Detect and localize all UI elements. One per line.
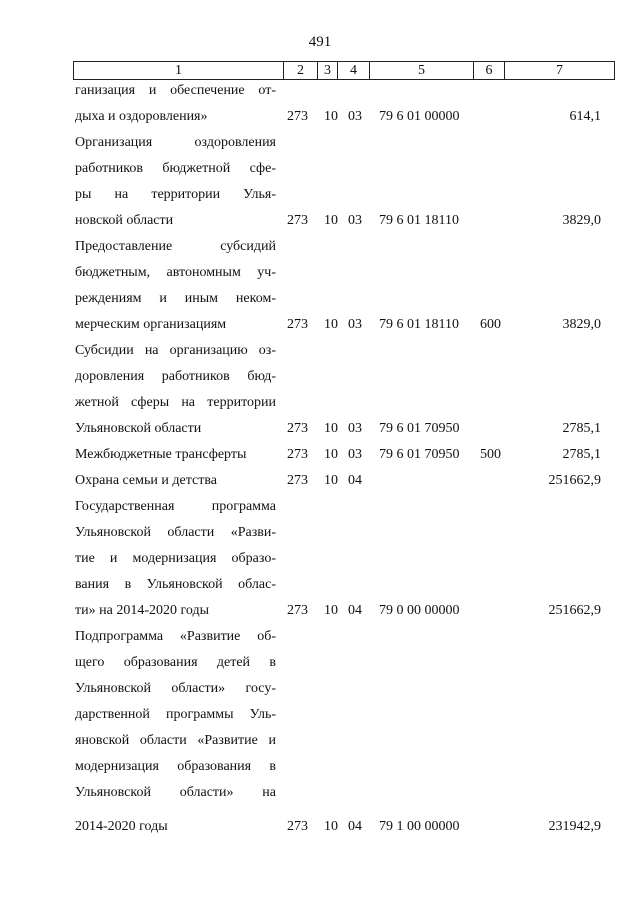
row-description: ры на территории Улья- <box>75 187 276 202</box>
row-description: мерческим организациям <box>75 317 227 332</box>
table-row <box>75 286 615 312</box>
row-code-subsection: 04 <box>348 473 362 488</box>
table-row <box>75 676 615 702</box>
table-row <box>75 754 615 780</box>
row-amount: 231942,9 <box>548 819 601 834</box>
row-description: доровления работников бюд- <box>75 369 276 384</box>
table-row <box>75 182 615 208</box>
row-code-section: 10 <box>324 213 338 228</box>
table-row <box>75 208 615 234</box>
row-amount: 2785,1 <box>562 421 601 436</box>
table-row <box>75 546 615 572</box>
table-row <box>75 468 615 494</box>
row-expense-type: 600 <box>480 317 501 332</box>
row-code-section: 10 <box>324 109 338 124</box>
row-code-subsection: 03 <box>348 109 362 124</box>
row-code-subsection: 04 <box>348 603 362 618</box>
row-code-ministry: 273 <box>287 317 308 332</box>
row-target-article: 79 6 01 18110 <box>379 317 459 332</box>
row-target-article: 79 6 01 70950 <box>379 421 460 436</box>
table-row <box>75 260 615 286</box>
row-amount: 251662,9 <box>548 473 601 488</box>
header-col-5: 5 <box>370 62 474 79</box>
row-code-ministry: 273 <box>287 473 308 488</box>
row-description: жетной сферы на территории <box>75 395 276 410</box>
table-row <box>75 728 615 754</box>
table-row <box>75 520 615 546</box>
row-amount: 3829,0 <box>562 213 601 228</box>
table-row <box>75 78 615 104</box>
row-code-ministry: 273 <box>287 213 308 228</box>
row-code-ministry: 273 <box>287 819 308 834</box>
table-row <box>75 390 615 416</box>
table-row <box>75 338 615 364</box>
row-description: модернизация образования в <box>75 759 276 774</box>
table-row <box>75 364 615 390</box>
table-row <box>75 650 615 676</box>
row-target-article: 79 6 01 70950 <box>379 447 460 462</box>
row-target-article: 79 0 00 00000 <box>379 603 460 618</box>
table-row <box>75 442 615 468</box>
row-description: работников бюджетной сфе- <box>75 161 276 176</box>
row-description: реждениям и иным неком- <box>75 291 276 306</box>
row-code-subsection: 04 <box>348 819 362 834</box>
table-row <box>75 494 615 520</box>
table-row <box>75 572 615 598</box>
table-row <box>75 234 615 260</box>
row-description: Государственная программа <box>75 499 276 514</box>
row-code-section: 10 <box>324 317 338 332</box>
row-code-ministry: 273 <box>287 109 308 124</box>
row-description: Ульяновской области» на <box>75 785 276 800</box>
row-description: Предоставление субсидий <box>75 239 276 254</box>
table-row <box>75 702 615 728</box>
row-description: Организация оздоровления <box>75 135 276 150</box>
row-description: Ульяновской области «Разви- <box>75 525 276 540</box>
row-amount: 614,1 <box>569 109 601 124</box>
row-description: бюджетным, автономным уч- <box>75 265 276 280</box>
page-number: 491 <box>308 34 332 50</box>
row-target-article: 79 6 01 18110 <box>379 213 459 228</box>
table-row <box>75 814 615 840</box>
header-col-3: 3 <box>318 62 338 79</box>
row-description: Ульяновской области <box>75 421 202 436</box>
row-code-ministry: 273 <box>287 421 308 436</box>
row-code-subsection: 03 <box>348 213 362 228</box>
row-description: тие и модернизация образо- <box>75 551 276 566</box>
header-col-6: 6 <box>474 62 505 79</box>
row-amount: 2785,1 <box>562 447 601 462</box>
table-row <box>75 156 615 182</box>
row-code-section: 10 <box>324 421 338 436</box>
header-col-7: 7 <box>505 62 615 79</box>
row-description: дарственной программы Уль- <box>75 707 276 722</box>
row-code-subsection: 03 <box>348 447 362 462</box>
row-description: Межбюджетные трансферты <box>75 447 247 462</box>
row-description: ти» на 2014-2020 годы <box>75 603 209 618</box>
row-description: 2014-2020 годы <box>75 819 168 834</box>
row-description: Ульяновской области» госу- <box>75 681 276 696</box>
table-row <box>75 312 615 338</box>
row-description: ганизация и обеспечение от- <box>75 83 276 98</box>
row-description: дыха и оздоровления» <box>75 109 208 124</box>
row-code-ministry: 273 <box>287 447 308 462</box>
row-description: Охрана семьи и детства <box>75 473 217 488</box>
row-amount: 3829,0 <box>562 317 601 332</box>
row-amount: 251662,9 <box>548 603 601 618</box>
header-col-1: 1 <box>74 62 284 79</box>
table-row <box>75 598 615 624</box>
row-description: щего образования детей в <box>75 655 276 670</box>
row-target-article: 79 1 00 00000 <box>379 819 460 834</box>
row-code-section: 10 <box>324 473 338 488</box>
row-target-article: 79 6 01 00000 <box>379 109 460 124</box>
row-code-subsection: 03 <box>348 317 362 332</box>
table-row <box>75 416 615 442</box>
row-code-subsection: 03 <box>348 421 362 436</box>
row-description: Субсидии на организацию оз- <box>75 343 276 358</box>
row-description: вания в Ульяновской облас- <box>75 577 276 592</box>
table-row <box>75 130 615 156</box>
row-expense-type: 500 <box>480 447 501 462</box>
row-description: Подпрограмма «Развитие об- <box>75 629 276 644</box>
table-row <box>75 104 615 130</box>
row-code-ministry: 273 <box>287 603 308 618</box>
row-code-section: 10 <box>324 819 338 834</box>
table-row <box>75 780 615 806</box>
row-code-section: 10 <box>324 603 338 618</box>
row-description: новской области <box>75 213 174 228</box>
table-row <box>75 624 615 650</box>
row-code-section: 10 <box>324 447 338 462</box>
header-col-2: 2 <box>284 62 318 79</box>
header-col-4: 4 <box>338 62 370 79</box>
row-description: яновской области «Развитие и <box>75 733 276 748</box>
